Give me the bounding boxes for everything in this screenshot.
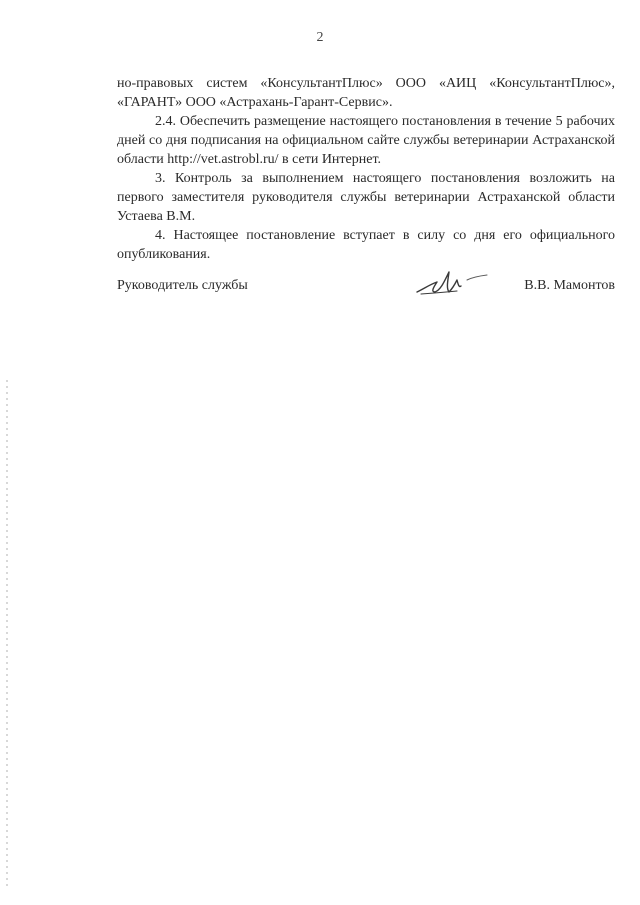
scan-edge-artifact bbox=[6, 380, 8, 890]
paragraph-3: 3. Контроль за выполнением настоящего постановления возложить на первого заместителя руководителя службы ветеринарии Астраханской области Устаева В.М. bbox=[117, 171, 615, 224]
document-body bbox=[117, 74, 615, 264]
page-number: 2 bbox=[316, 30, 324, 45]
signature-block bbox=[117, 262, 615, 312]
paragraph-2-4: 2.4. Обеспечить размещение настоящего постановления в течение 5 рабочих дней со дня подписания на официальном сайте службы ветеринарии Астраханской области http://vet.astrobl.ru/ в сети Интернет. bbox=[117, 114, 615, 167]
handwritten-signature-icon bbox=[411, 262, 491, 302]
paragraph-4: 4. Настоящее постановление вступает в силу со дня его официального опубликования. bbox=[117, 228, 615, 262]
signer-title: Руководитель службы bbox=[117, 278, 248, 293]
signer-name: В.В. Мамонтов bbox=[524, 278, 615, 293]
paragraph-continuation: но-правовых систем «КонсультантПлюс» ООО «АИЦ «КонсультантПлюс», «ГАРАНТ» ООО «Астрахань-Гарант-Сервис». bbox=[117, 76, 615, 110]
